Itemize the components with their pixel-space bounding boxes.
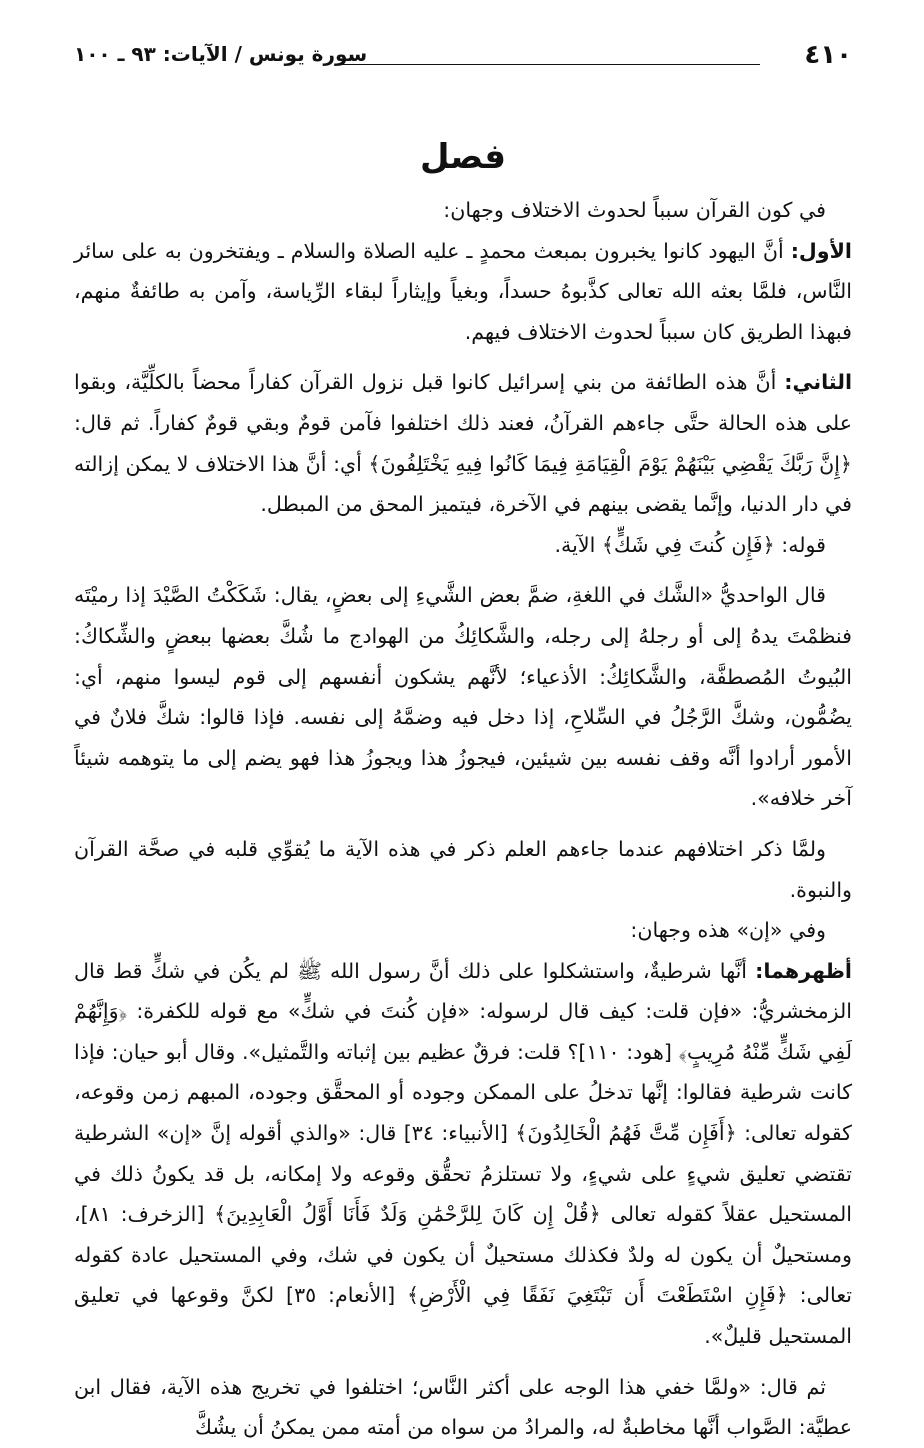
page-header	[74, 36, 852, 76]
paragraph-second-aspect: الثاني: أنَّ هذه الطائفة من بني إسرائيل كانوا قبل نزول القرآن كفاراً محضاً بالكلِّيَّة، وبقوا على هذه الحالة حتَّى جاءهم القرآنُ، فعند ذلك اختلفوا فآمن قومٌ وبقي قومٌ كفاراً. ثم قال: ﴿إِنَّ رَبَّكَ يَقْضِي بَيْنَهُمْ يَوْمَ الْقِيَامَةِ فِيمَا كَانُوا فِيهِ يَخْتَلِفُونَ﴾ أي: أنَّ هذا الاختلاف لا يمكن إزالته في دار الدنيا، وإنَّما يقضى بينهم في الآخرة، فيتميز المحق من المبطل.	[74, 370, 852, 517]
section-title: فصل	[419, 137, 507, 177]
paragraph-wahidi: قال الواحديُّ «الشَّك في اللغةِ، ضمَّ بعض الشَّيءِ إلى بعضٍ، يقال: شَكَكْتُ الصَّيْدَ إذا رميْتَه فنظمْتَ يدهُ إلى أو رجلهُ إلى رجله، والشَّكائِكُ من الهوادج ما شُكَّ بعضها ببعضٍ والشِّكاكُ: البُيوتُ المُصطفَّة، والشَّكائِكُ: الأذعياء؛ لأنَّهم يشكون أنفسهم إلى قوم ليسوا منهم، أي: يضُمُّون، وشكَّ الرَّجُلُ في السِّلاحِ، إذا دخل فيه وضمَّهُ إلى نفسه. فإذا قالوا: شكَّ فلانٌ في الأمور أرادوا أنَّه وقف نفسه بين شيئين، فيجوزُ هذا ويجوزُ هذا فهو يضم إلى ما يتوهمه شيئاً آخر خلافه».	[74, 583, 852, 811]
paragraph-lead: الثاني:	[784, 370, 852, 395]
paragraph-first-view: أظهرهما: أنَّها شرطيةٌ، واستشكلوا على ذلك أنَّ رسول الله ﷺ لم يكُن في شكٍّ قط قال الزمخشريُّ: «فإن قلت: كيف قال لرسوله: «فإن كُنتَ في شكٍّ» مع قوله للكفرة: ﴿وَإِنَّهُمْ لَفِي شَكٍّ مِّنْهُ مُرِيبٍ﴾ [هود: ١١٠]؟ قلت: فرقٌ عظيم بين إثباته والتَّمثيل». وقال أبو حيان: فإذا كانت شرطية فقالوا: إنَّها تدخلُ على الممكن وجوده أو المحقَّق وجوده، المبهم زمن وقوعه، كقوله تعالى: ﴿أَفَإِن مِّتَّ فَهُمُ الْخَالِدُونَ﴾ [الأنبياء: ٣٤] قال: «والذي أقوله إنَّ «إن» الشرطية تقتضي تعليق شيءٍ على شيءٍ، ولا تستلزمُ تحقُّق وقوعه ولا إمكانه، بل قد يكونُ ذلك في المستحيل عقلاً كقوله تعالى ﴿قُلْ إِن كَانَ لِلرَّحْمَٰنِ وَلَدٌ فَأَنَا أَوَّلُ الْعَابِدِينَ﴾ [الزخرف: ٨١]، ومستحيلٌ أن يكون له ولدٌ فكذلك مستحيلٌ أن يكون في شك، وفي المستحيل عادة كقوله تعالى: ﴿فَإِنِ اسْتَطَعْتَ أَن تَبْتَغِيَ نَفَقًا فِي الْأَرْضِ﴾ [الأنعام: ٣٥] لكنَّ وقوعها في تعليق المستحيل قليلٌ».	[74, 958, 852, 1349]
paragraph-verse-ref: قوله: ﴿فَإِن كُنتَ فِي شَكٍّ﴾ الآية.	[554, 532, 826, 557]
paragraph-first-aspect: الأول: أنَّ اليهود كانوا يخبرون بمبعث محمدٍ ـ عليه الصلاة والسلام ـ ويفتخرون به على سائر النَّاس، فلمَّا بعثه الله تعالى كذَّبوهُ حسداً، وبغياً وإيثاراً لبقاء الرِّياسة، وآمن به طائفةٌ منهم، فبهذا الطريق كان سبباً لحدوث الاختلاف فيهم.	[74, 238, 852, 344]
body-text	[74, 190, 852, 1448]
paragraph-context: ولمَّا ذكر اختلافهم عندما جاءهم العلم ذكر في هذه الآية ما يُقوِّي قلبه في صحَّة القرآن والنبوة.	[74, 836, 852, 902]
paragraph-intro: في كون القرآن سبباً لحدوث الاختلاف وجهان:	[443, 198, 826, 222]
paragraph-lead: أظهرهما:	[755, 958, 852, 983]
page	[74, 36, 852, 1448]
paragraph-in-aspects: وفي «إن» هذه وجهان:	[630, 918, 826, 943]
header-rule	[336, 64, 760, 65]
page-number: ٤١٠	[804, 40, 852, 70]
paragraph-lead: الأول:	[790, 238, 852, 263]
running-title: سورة يونس / الآيات: ٩٣ ـ ١٠٠	[74, 42, 368, 66]
paragraph-then-said: ثم قال: «ولمَّا خفي هذا الوجه على أكثر النَّاس؛ اختلفوا في تخريج هذه الآية، فقال ابن عطيَّة: الصَّواب أنَّها مخاطبةٌ له، والمرادُ من سواه من أمته ممن يمكنُ أن يشُكَّ	[74, 1374, 852, 1440]
